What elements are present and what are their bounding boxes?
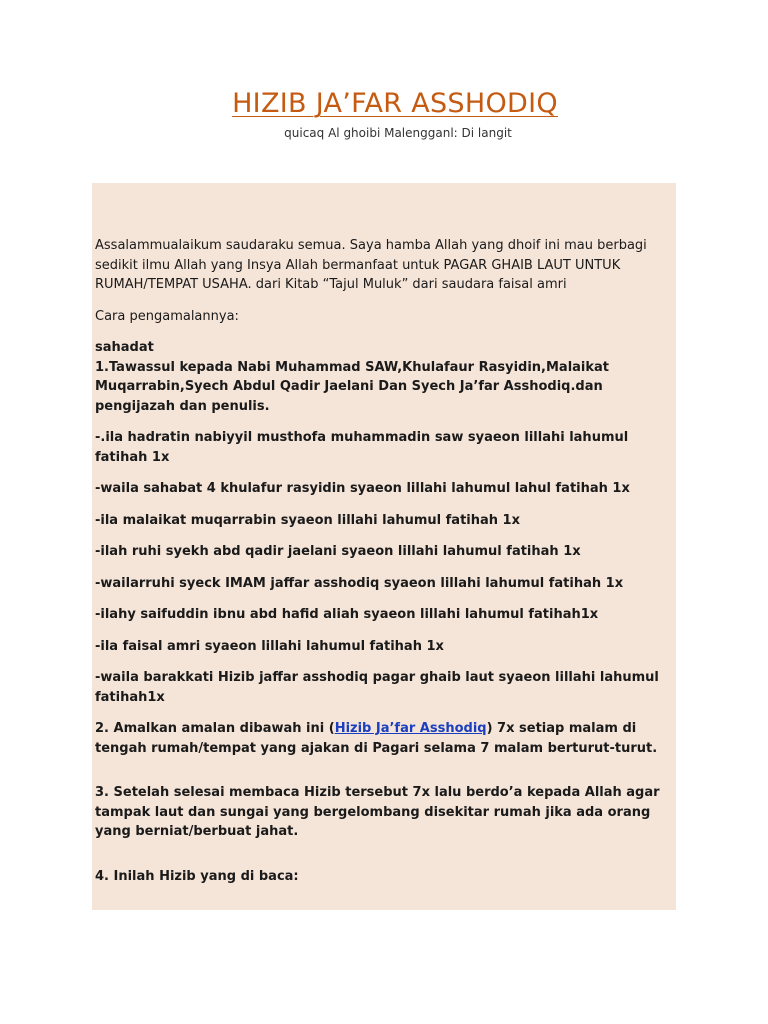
step-4-paragraph: 4. Inilah Hizib yang di baca: [95,868,299,884]
tawassul-line: -waila barakkati Hizib jaffar asshodiq pagar ghaib laut syaeon lillahi lahumul fatihah1x [95,670,659,705]
tawassul-line: -ila malaikat muqarrabin syaeon lillahi lahumul fatihah 1x [95,512,520,528]
step-2-paragraph [95,719,670,758]
intro-paragraph: Assalammualaikum saudaraku semua. Saya hamba Allah yang dhoif ini mau berbagi sedikit ilmu Allah yang Insya Allah bermanfaat untuk PAGAR GHAIB LAUT UNTUK RUMAH/TEMPAT USAHA. dari Kitab “Tajul Muluk” dari saudara faisal amri [95,238,647,292]
article-body [95,236,670,898]
document-title: HIZIB JA’FAR ASSHODIQ [232,88,558,119]
tawassul-line: -ila faisal amri syaeon lillahi lahumul fatihah 1x [95,638,444,654]
step-2-text-after: ) 7x setiap malam di tengah rumah/tempat yang ajakan di Pagari selama 7 malam berturut-turut. [95,721,658,756]
step-1-paragraph [95,338,670,416]
tawassul-line: -wailarruhi syeck IMAM jaffar asshodiq syaeon lillahi lahumul fatihah 1x [95,575,624,591]
hizib-link[interactable]: Hizib Ja’far Asshodiq [334,721,487,736]
tawassul-line: -ilahy saifuddin ibnu abd hafid aliah syaeon lillahi lahumul fatihah1x [95,607,599,622]
step-1-text: 1.Tawassul kepada Nabi Muhammad SAW,Khulafaur Rasyidin,Malaikat Muqarrabin,Syech Abdul Qadir Jaelani Dan Syech Ja’far Asshodiq.dan pengijazah dan penulis. [95,359,610,414]
tawassul-line: -waila sahabat 4 khulafur rasyidin syaeon lillahi lahumul lahul fatihah 1x [95,481,630,496]
tawassul-line: -.ila hadratin nabiyyil musthofa muhammadin saw syaeon lillahi lahumul fatihah 1x [95,430,629,465]
step-2-text-before: 2. Amalkan amalan dibawah ini ( [95,721,335,736]
sahadat-label: sahadat [95,340,154,355]
step-3-paragraph: 3. Setelah selesai membaca Hizib tersebut 7x lalu berdo’a kepada Allah agar tampak laut dan sungai yang bergelombang disekitar rumah jika ada orang yang berniat/berbuat jahat. [95,785,660,839]
tawassul-line: -ilah ruhi syekh abd qadir jaelani syaeon lillahi lahumul fatihah 1x [95,544,581,559]
document-subtitle: quicaq Al ghoibi Malengganl: Di langit [284,126,512,140]
method-label: Cara pengamalannya: [95,308,239,324]
